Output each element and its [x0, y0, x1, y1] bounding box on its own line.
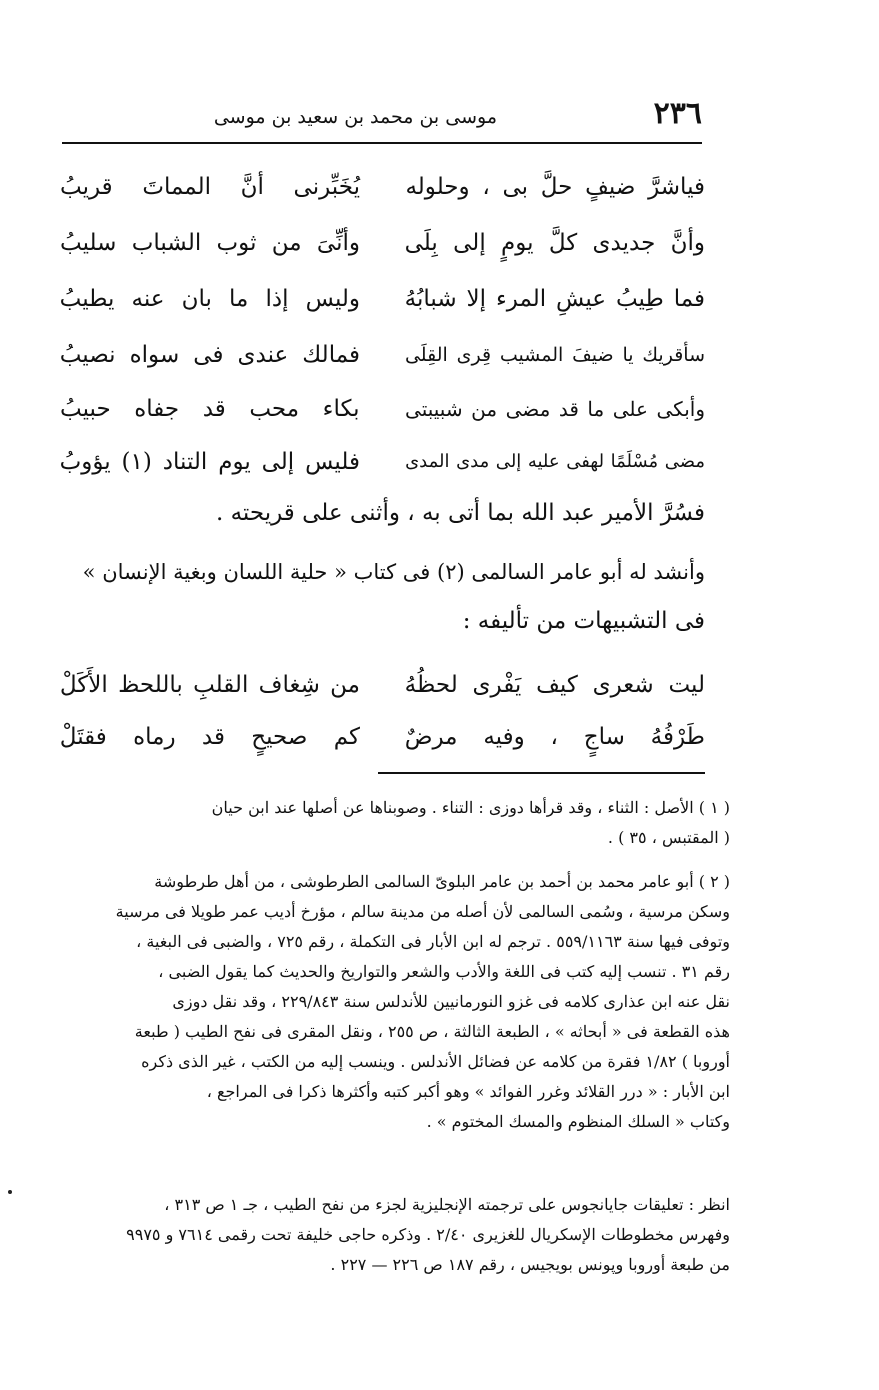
footnote-line: وسكن مرسية ، وسُمى السالمى لأن أصله من مدينة سالم ، مؤرخ أديب عمر طويلا فى مرسية [115, 902, 730, 921]
footnote-line: ابن الأبار : « درر القلائد وغرر الفوائد » وهو أكبر كتبه وأكثرها ذكرا فى المراجع ، [206, 1082, 730, 1101]
footnote-line: وتوفى فيها سنة ٥٥٩/١١٦٣ . ترجم له ابن الأبار فى التكملة ، رقم ٧٢٥ ، والضبى فى البغية ، [136, 932, 730, 951]
prose-line: وأنشد له أبو عامر السالمى (٢) فى كتاب « حلية اللسان وبغية الإنسان » [82, 560, 705, 584]
footnote-1 [70, 793, 730, 853]
verse-first-hemistich: فياشرَّ ضيفٍ حلَّ بى ، وحلوله [405, 174, 705, 200]
verse-second-hemistich: بكاء محب قد جفاه حبيبُ [60, 396, 360, 422]
footnote-2 [70, 867, 730, 1137]
verse-line [60, 437, 705, 487]
verse-line [60, 660, 705, 710]
verse-first-hemistich: سأقريك يا ضيفَ المشيب قِرى القِلَى [404, 344, 705, 366]
footnote-rule [378, 772, 705, 774]
verse-first-hemistich: وأبكى على ما قد مضى من شبيبتى [405, 397, 705, 421]
prose-line: فسُرَّ الأمير عبد الله بما أتى به ، وأثنى على قريحته . [215, 500, 705, 526]
verse-second-hemistich: من شِغاف القلبِ باللحظ الأَكَلْ [59, 672, 360, 698]
verse-first-hemistich: طَرْفُهُ ساجٍ ، وفيه مرضٌ [404, 724, 705, 750]
footnote-line: من طبعة أوروبا وپونس بويجيس ، رقم ١٨٧ ص ٢٢٦ — ٢٢٧ . [330, 1255, 730, 1274]
verse-line [60, 384, 705, 434]
footnote-line: انظر : تعليقات جايانجوس على ترجمته الإنجليزية لجزء من نفح الطيب ، جـ ١ ص ٣١٣ ، [164, 1195, 730, 1214]
verse-second-hemistich: فمالك عندى فى سواه نصيبُ [59, 342, 360, 368]
header-rule [62, 142, 702, 144]
verse-second-hemistich: وليس إذا ما بان عنه يطيبُ [59, 286, 360, 312]
footnote-line: ( ١ ) الأصل : الثناء ، وقد قرأها دوزى : التناء . وصوبناها عن أصلها عند ابن حيان [211, 798, 730, 817]
page-header [62, 96, 702, 136]
verse-line [60, 162, 705, 212]
footnote-line: وكتاب « السلك المنظوم والمسك المختوم » . [426, 1112, 730, 1131]
verse-first-hemistich: وأنَّ جديدى كلَّ يومٍ إلى بِلَى [404, 230, 705, 256]
footnote-line: نقل عنه ابن عذارى كلامه فى غزو النورمانيين للأندلس سنة ٢٢٩/٨٤٣ ، وقد نقل دوزى [172, 992, 730, 1011]
footnote-line: هذه القطعة فى « أبحاثه » ، الطبعة الثالثة ، ص ٢٥٥ ، ونقل المقرى فى نفح الطيب ( طبعة [134, 1022, 730, 1041]
verse-first-hemistich: مضى مُسْلَمًا لهفى عليه إلى مدى المدى [405, 451, 705, 472]
footnote-line: رقم ٣١ . تنسب إليه كتب فى اللغة والأدب والشعر والتواريخ والحديث كما يقول الضبى ، [158, 962, 730, 981]
verse-second-hemistich: يُخَبِّرنى أنَّ المماتَ قريبُ [60, 174, 360, 200]
footnote-references [70, 1190, 730, 1280]
verse-first-hemistich: ليت شعرى كيف يَفْرى لحظُهُ [404, 672, 705, 698]
verse-first-hemistich: فما طِيبُ عيشِ المرء إلا شبابُهُ [404, 286, 705, 312]
footnote-line: وفهرس مخطوطات الإسكريال للغزيرى ٢/٤٠ . وذكره حاجى خليفة تحت رقمى ٧٦١٤ و ٩٩٧٥ [126, 1225, 730, 1244]
footnote-line: ( ٢ ) أبو عامر محمد بن أحمد بن عامر البلوىّ السالمى الطرطوشى ، من أهل طرطوشة [154, 872, 730, 891]
page-number: ٢٣٦ [653, 96, 702, 131]
running-title: موسى بن محمد بن سعيد بن موسى [213, 106, 497, 128]
verse-second-hemistich: فليس إلى يوم التناد (١) يؤوبُ [59, 449, 360, 475]
stray-mark [8, 1190, 12, 1194]
verse-second-hemistich: وأنِّىَ من ثوب الشباب سليبُ [59, 230, 360, 256]
verse-line [60, 330, 705, 380]
verse-line [60, 218, 705, 268]
verse-line [60, 274, 705, 324]
verse-second-hemistich: كم صحيحٍ قد رماه فقتَلْ [59, 724, 360, 750]
verse-line [60, 712, 705, 762]
footnote-line: ( المقتبس ، ٣٥ ) . [607, 828, 730, 847]
prose-line: فى التشبيهات من تأليفه : [462, 608, 705, 634]
footnote-line: أوروبا ) ١/٨٢ فقرة من كلامه عن فضائل الأندلس . وينسب إليه من الكتب ، غير الذى ذكره [141, 1052, 730, 1071]
